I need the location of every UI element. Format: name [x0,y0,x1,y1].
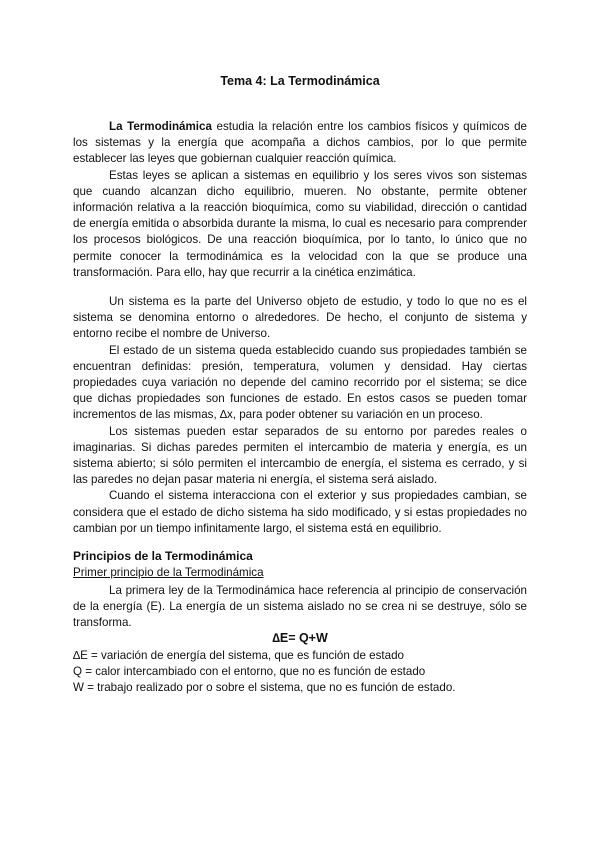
energy-formula: ∆E= Q+W [272,631,328,645]
definition-q: Q = calor intercambiado con el entorno, que no es función de estado [73,665,426,679]
paragraph-first-law: La primera ley de la Termodinámica hace referencia al principio de conservación de la energía (E). La energía de un sistema aislado no se crea ni se destruye, sólo se transforma. [73,584,527,630]
intro-term: La Termodinámica [109,120,212,133]
formula-definitions [73,648,527,697]
intro-text: estudia la relación entre los cambios físicos y químicos de los sistemas y la energía que acompaña a dichos cambios, por lo que permite establecer las leyes que gobiernan cualquier reacción química. [73,120,527,166]
subsection-heading: Primer principio de la Termodinámica [73,566,264,579]
paragraph-equilibrium: Cuando el sistema interacciona con el exterior y sus propiedades cambian, se considera que el estado de dicho sistema ha sido modificado, y si estas propiedades no cambian por un tiempo infinitamente largo, el sistema está en equilibrio. [73,489,527,535]
paragraph-state: El estado de un sistema queda establecido cuando sus propiedades también se encuentran definidas: presión, temperatura, volumen y densidad. Hay ciertas propiedades cuya variación no depende del camino recorrido por el sistema; se dice que dichas propiedades son funciones de estado. En estos casos se pueden tomar incrementos de las mismas, ∆x, para poder obtener su variación en un proceso. [73,343,527,422]
definition-w: W = trabajo realizado por o sobre el sistema, que no es función de estado. [73,681,456,695]
document-title: Tema 4: La Termodinámica [220,74,380,88]
intro-section [73,119,527,281]
paragraph-walls: Los sistemas pueden estar separados de su entorno por paredes reales o imaginarias. Si dichas paredes permiten el intercambio de materia y energía, es un sistema abierto; si sólo permiten el intercambio de energía, el sistema es cerrado, y si las paredes no dejan pasar materia ni energía, el sistema será aislado. [73,424,527,487]
paragraph-system: Un sistema es la parte del Universo objeto de estudio, y todo lo que no es el sistema se denomina entorno o alrededores. De hecho, el conjunto de sistema y entorno recibe el nombre de Universo. [73,295,527,341]
section-heading: Principios de la Termodinámica [73,549,253,563]
system-section [73,294,527,537]
intro-paragraph [73,119,527,168]
paragraph-laws: Estas leyes se aplican a sistemas en equilibrio y los seres vivos son sistemas que cuando alcanzan dicho equilibrio, mueren. No obstante, permite obtener información relativa a la reacción bioquímica, como su viabilidad, dirección o cantidad de energía emitida o absorbida durante la misma, lo cual es necesario para comprender los procesos biológicos. De una reacción bioquímica, por lo tanto, lo único que no permite conocer la termodinámica es la velocidad con la que se produce una transformación. Para ello, hay que recurrir a la cinética enzimática. [73,168,527,279]
definition-delta-e: ∆E = variación de energía del sistema, que es función de estado [73,649,404,662]
first-law-section [73,583,527,632]
